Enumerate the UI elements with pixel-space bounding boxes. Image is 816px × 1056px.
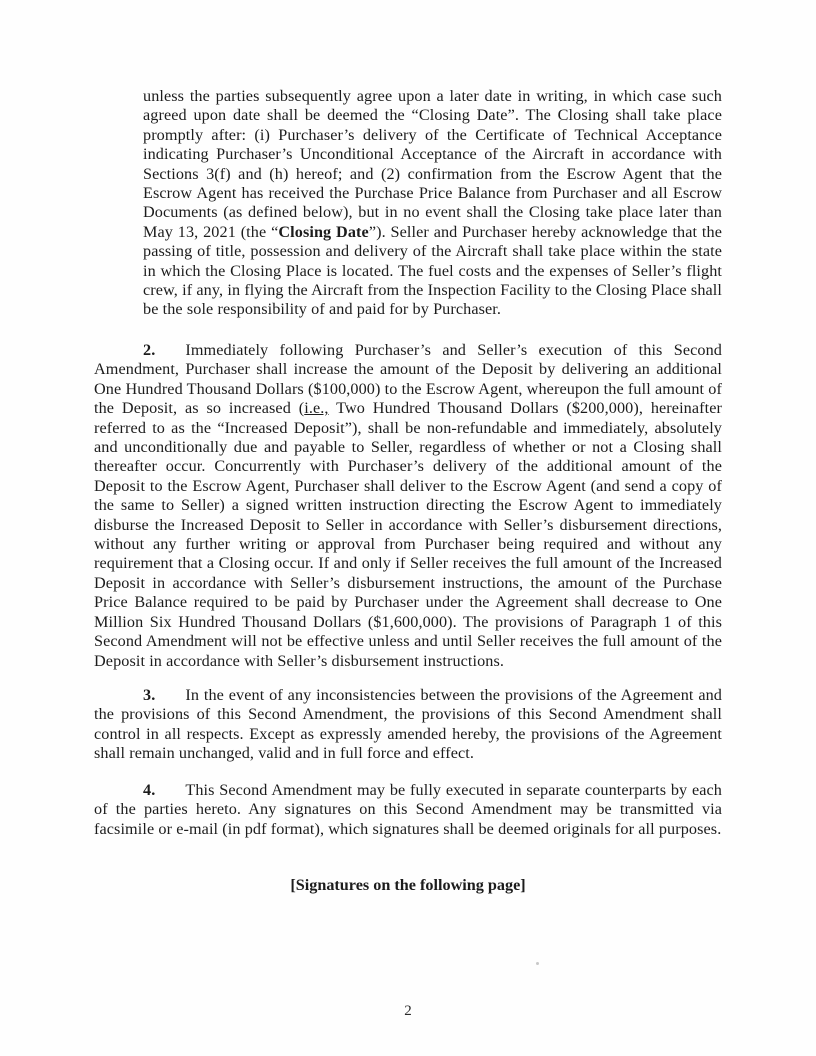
paragraph-3 [94, 686, 722, 764]
paragraph-text: Two Hundred Thousand Dollars ($200,000), hereinafter referred to as the “Increased Deposit”), shall be non-refundable and immediately, absolutely and unconditionally due and payable to Seller, regardless of whether or not a Closing shall thereafter occur. Concurrently with Purchaser’s delivery of the additional amount of the Deposit to the Escrow Agent, Purchaser shall deliver to the Escrow Agent (and send a copy of the same to Seller) a signed written instruction directing the Escrow Agent to immediately disburse the Increased Deposit to Seller in accordance with Seller’s disbursement directions, without any further writing or approval from Purchaser being required and without any requirement that a Closing occur. If and only if Seller receives the full amount of the Increased Deposit in accordance with Seller’s disbursement instructions, the amount of the Purchase Price Balance required to be paid by Purchaser under the Agreement shall decrease to One Million Six Hundred Thousand Dollars ($1,600,000). The provisions of Paragraph 1 of this Second Amendment will not be effective unless and until Seller receives the full amount of the Deposit in accordance with Seller’s disbursement instructions. [94, 399, 723, 670]
paragraph-3-number: 3. [143, 686, 156, 704]
paragraph-2 [94, 341, 722, 671]
paragraph-text: ”). Seller and Purchaser hereby acknowledge that the passing of title, possession and delivery of the Aircraft shall take place within the state in which the Closing Place is located. The fuel costs and the expenses of Seller’s flight crew, if any, in flying the Aircraft from the Inspection Facility to the Closing Place shall be the sole responsibility of and paid for by Purchaser. [143, 222, 723, 319]
paragraph-4-number: 4. [143, 781, 156, 799]
paragraph-1-continuation [143, 87, 722, 320]
signatures-following-page-note: [Signatures on the following page] [290, 876, 526, 894]
closing-date-defined-term: Closing Date [278, 222, 369, 241]
paragraph-text: Immediately following Purchaser’s and Seller’s execution of this Second Amendment, Purchaser shall increase the amount of the Deposit by delivering an additional One Hundred Thousand Dollars ($100,000) to the Escrow Agent, whereupon the full amount of the Deposit, as so increased ( [94, 341, 722, 418]
paragraph-text: This Second Amendment may be fully executed in separate counterparts by each of the parties hereto. Any signatures on this Second Amendment may be transmitted via facsimile or e-mail (in pdf format), which signatures shall be deemed originals for all purposes. [94, 781, 722, 838]
paragraph-2-number: 2. [143, 341, 156, 359]
paragraph-4 [94, 781, 722, 839]
ie-underlined-term: i.e., [304, 399, 329, 418]
page-number: 2 [404, 1003, 412, 1019]
paragraph-text: unless the parties subsequently agree upon a later date in writing, in which case such agreed upon date shall be deemed the “Closing Date”. The Closing shall take place promptly after: (i) Purchaser’s delivery of the Certificate of Technical Acceptance indicating Purchaser’s Unconditional Acceptance of the Aircraft in accordance with Sections 3(f) and (h) hereof; and (2) confirmation from the Escrow Agent that the Escrow Agent has received the Purchase Price Balance from Purchaser and all Escrow Documents (as defined below), but in no event shall the Closing take place later than May 13, 2021 (the “ [143, 87, 722, 241]
paragraph-text: In the event of any inconsistencies between the provisions of the Agreement and the provisions of this Second Amendment, the provisions of this Second Amendment shall control in all respects. Except as expressly amended hereby, the provisions of the Agreement shall remain unchanged, valid and in full force and effect. [94, 686, 722, 763]
scan-artifact-speck [536, 962, 539, 965]
